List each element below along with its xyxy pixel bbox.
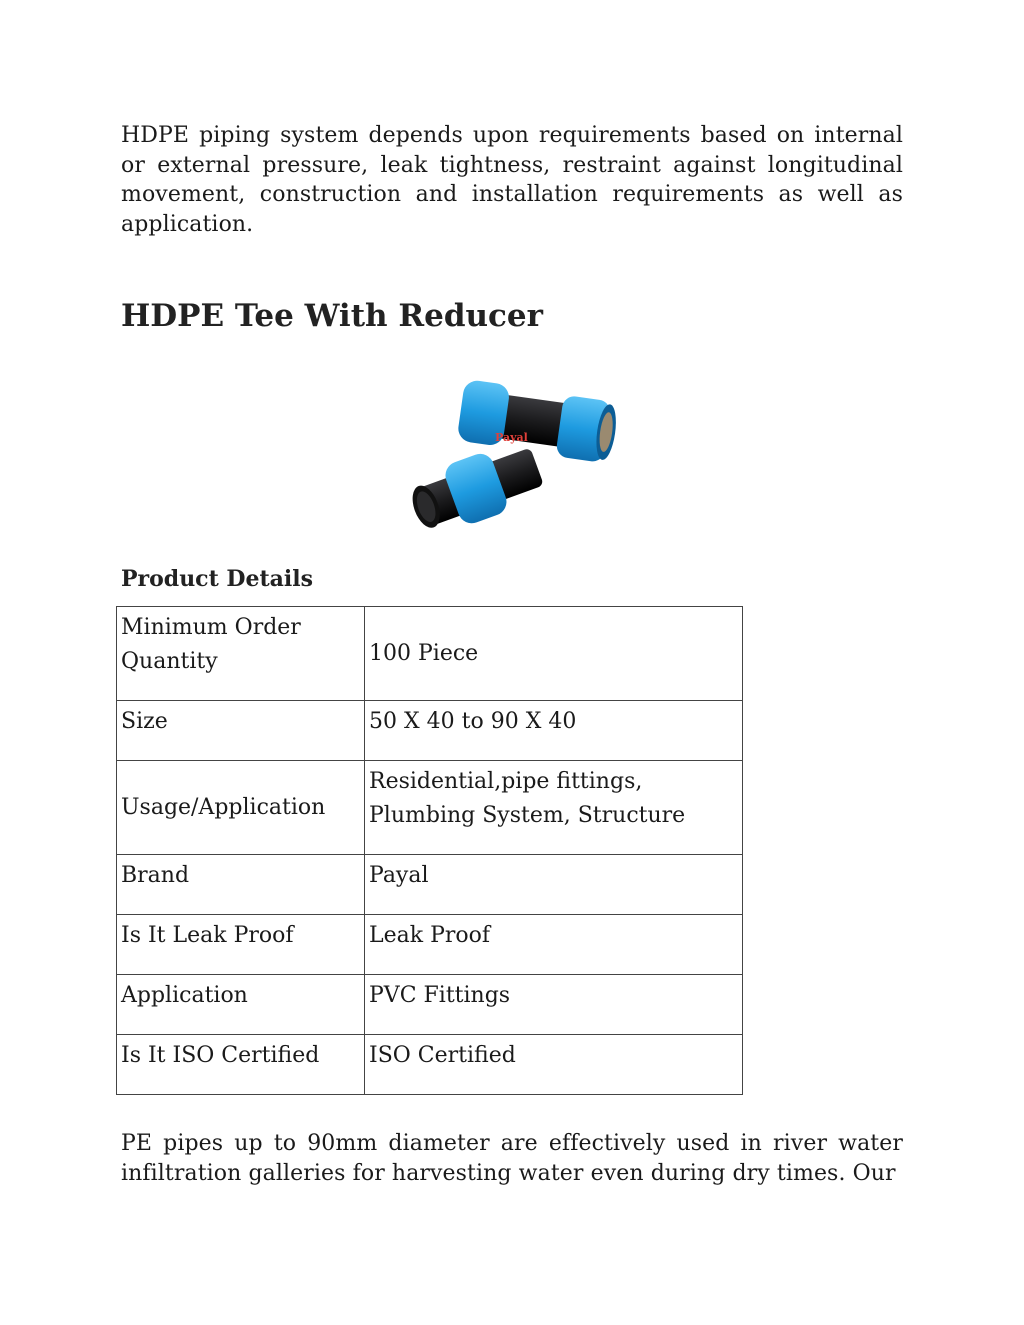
product-details-table [116, 606, 743, 1095]
detail-value: 100 Piece [365, 607, 743, 701]
detail-value: Leak Proof [365, 915, 743, 975]
table-row [117, 701, 743, 761]
table-row [117, 975, 743, 1035]
detail-value: PVC Fittings [365, 975, 743, 1035]
detail-label: Is It ISO Certified [117, 1035, 365, 1095]
table-row [117, 1035, 743, 1095]
detail-label: Is It Leak Proof [117, 915, 365, 975]
hdpe-tee-fitting-icon [400, 375, 630, 530]
detail-label: Application [117, 975, 365, 1035]
table-row [117, 855, 743, 915]
table-row [117, 607, 743, 701]
detail-label: Usage/Application [117, 761, 365, 855]
detail-value: ISO Certified [365, 1035, 743, 1095]
table-row [117, 761, 743, 855]
table-row [117, 915, 743, 975]
detail-label: Minimum Order Quantity [117, 607, 365, 701]
detail-value: 50 X 40 to 90 X 40 [365, 701, 743, 761]
product-title: HDPE Tee With Reducer [121, 298, 543, 334]
closing-paragraph: PE pipes up to 90mm diameter are effectively used in river water infiltration galleries for harvesting water even during dry times. Our [121, 1131, 903, 1186]
intro-paragraph: HDPE piping system depends upon requirements based on internal or external pressure, leak tightness, restraint against longitudinal movement, construction and installation requirements as well as application. [121, 123, 903, 237]
details-heading: Product Details [121, 566, 313, 592]
detail-label: Size [117, 701, 365, 761]
detail-label: Brand [117, 855, 365, 915]
product-image [400, 375, 630, 530]
detail-value: Residential,pipe fittings, Plumbing System, Structure [365, 761, 743, 855]
brand-mark: Payal [495, 431, 528, 444]
detail-value: Payal [365, 855, 743, 915]
